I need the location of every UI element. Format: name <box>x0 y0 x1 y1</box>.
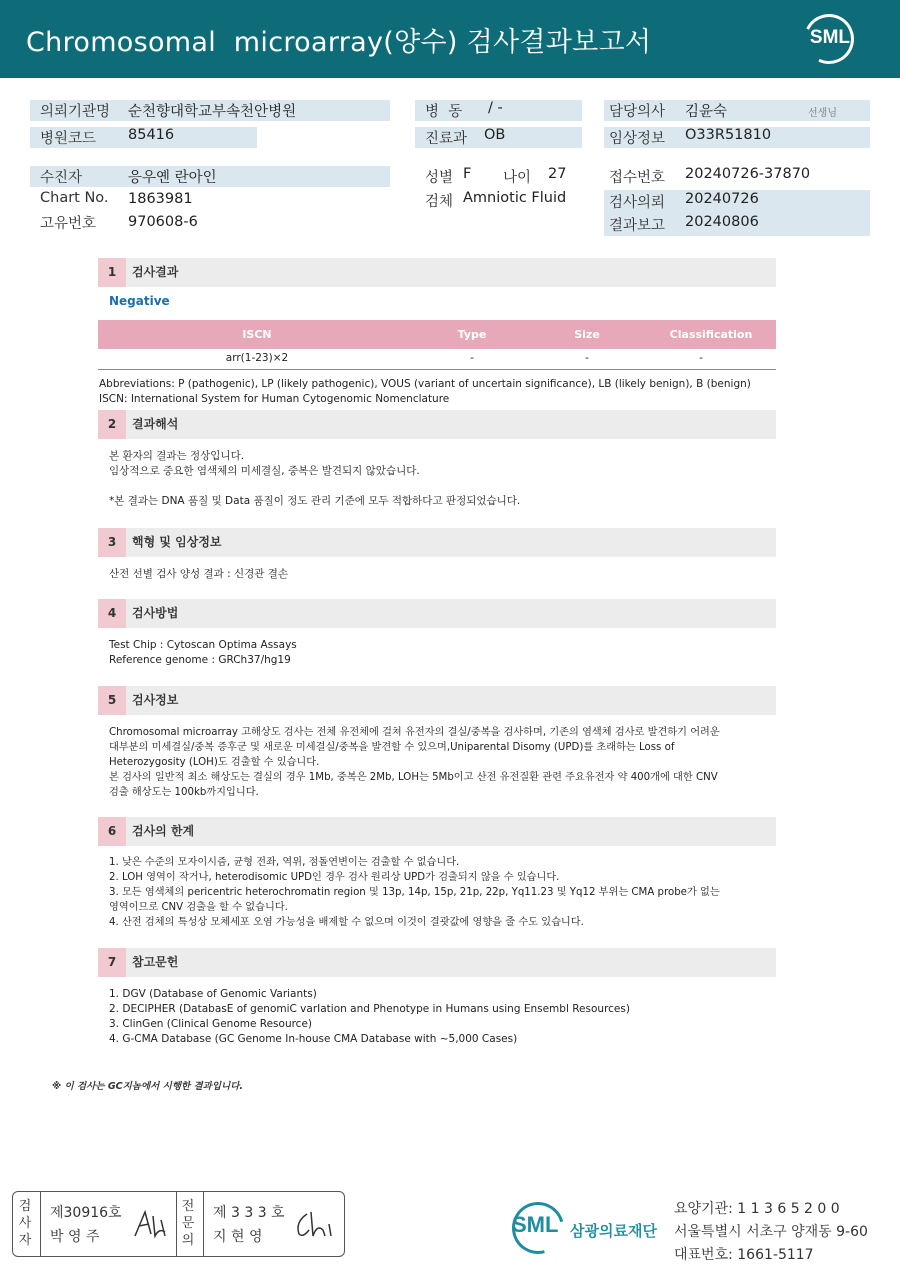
section-number: 1 <box>98 258 126 287</box>
paragraph-line: 2. LOH 영역이 작거나, heterodisomic UPD인 경우 검사 원리상 UPD가 검출되지 않을 수 있습니다. <box>109 872 560 883</box>
paragraph-line: Test Chip : Cytoscan Optima Assays <box>109 639 297 651</box>
dept-value: OB <box>484 127 506 143</box>
report-title: Chromosomal microarray(양수) 검사결과보고서 <box>26 27 652 58</box>
age-label: 나이 <box>503 170 532 186</box>
paragraph-line: Reference genome : GRCh37/hg19 <box>109 654 291 666</box>
method-text <box>109 638 297 668</box>
ward-label: 병 동 <box>425 104 463 120</box>
cell-iscn: arr(1-23)×2 <box>225 352 289 364</box>
report-label: 결과보고 <box>609 218 666 234</box>
examiner-number: 제30916호 <box>50 1205 122 1221</box>
section-number: 4 <box>98 599 126 628</box>
specialist-name: 지 현 영 <box>213 1229 263 1245</box>
request-label: 검사의뢰 <box>609 195 666 211</box>
section-title: 검사결과 <box>132 265 179 279</box>
cell-size: - <box>585 352 589 364</box>
karyotype-text <box>109 567 288 582</box>
specialist-signature <box>293 1206 337 1242</box>
abbrev-line: Abbreviations: P (pathogenic), LP (likely pathogenic), VOUS (variant of uncertain significance), LB (likely benign), B (benign) <box>99 378 751 390</box>
report-header <box>0 0 900 78</box>
result-table-header <box>98 320 776 349</box>
institution-value: 순천향대학교부속천안병원 <box>128 104 297 120</box>
paragraph-line: 산전 선별 검사 양성 결과 : 신경관 결손 <box>109 568 289 580</box>
paragraph-line: 4. 산전 검체의 특성상 모체세포 오염 가능성을 배제할 수 없으며 이것이 결괏값에 영향을 줄 수도 있습니다. <box>109 917 584 928</box>
doctor-label: 담당의사 <box>609 104 666 120</box>
paragraph-line: 임상적으로 중요한 염색체의 미세결실, 중복은 발견되지 않았습니다. <box>109 465 420 477</box>
dept-label: 진료과 <box>425 131 468 147</box>
id-label: 고유번호 <box>40 216 97 232</box>
divider <box>203 1192 204 1256</box>
section-number: 6 <box>98 817 126 846</box>
paragraph-line: 본 환자의 결과는 정상입니다. <box>109 450 245 462</box>
age-value: 27 <box>548 166 567 182</box>
receipt-value: 20240726-37870 <box>685 166 811 182</box>
id-value: 970608-6 <box>128 214 198 230</box>
section-number: 5 <box>98 686 126 715</box>
divider <box>40 1192 41 1256</box>
footer-phone: 대표번호: 1661-5117 <box>674 1247 814 1263</box>
specimen-label: 검체 <box>425 194 454 210</box>
paragraph-line: 1. 낮은 수준의 모자이시즘, 균형 전좌, 역위, 점돌연변이는 검출할 수 없습니다. <box>109 857 460 868</box>
examiner-label-text: 검사자 <box>18 1199 32 1248</box>
paragraph-line: Chromosomal microarray 고해상도 검사는 전체 유전체에 걸쳐 유전자의 결실/중복을 검사하며, 기존의 염색체 검사로 발견하기 어려운 <box>109 727 720 738</box>
section-title: 참고문헌 <box>132 955 179 969</box>
section-title: 결과해석 <box>132 417 179 431</box>
section-title: 검사정보 <box>132 693 179 707</box>
clinical-value: O33R51810 <box>685 127 772 143</box>
section-4-header <box>98 599 776 628</box>
patient-label: 수진자 <box>40 170 83 186</box>
receipt-label: 접수번호 <box>609 170 666 186</box>
hospital-code-value: 85416 <box>128 127 175 143</box>
specialist-label <box>180 1198 200 1249</box>
section-6-header <box>98 817 776 846</box>
cell-classification: - <box>699 352 703 364</box>
footer-address: 서울특별시 서초구 양재동 9-60 <box>674 1224 868 1240</box>
ward-value: / - <box>488 100 503 116</box>
abbreviations <box>99 377 751 407</box>
section-number: 2 <box>98 410 126 439</box>
chart-value: 1863981 <box>128 191 193 207</box>
reference-item: 4. G-CMA Database (GC Genome In-house CMA Database with ~5,000 Cases) <box>109 1033 518 1045</box>
sex-value: F <box>463 166 472 182</box>
section-3-header <box>98 528 776 557</box>
col-type: Type <box>457 328 487 341</box>
cell-type: - <box>470 352 474 364</box>
hospital-code-label: 병원코드 <box>40 131 97 147</box>
section-title: 핵형 및 임상정보 <box>132 535 222 549</box>
sml-logo-text: SML <box>809 27 850 48</box>
patient-value: 응우옌 란아인 <box>128 170 217 186</box>
paragraph-line: 영역이므로 CNV 검출을 할 수 없습니다. <box>109 902 288 913</box>
paragraph-line: 3. 모든 염색체의 pericentric heterochromatin region 및 13p, 14p, 15p, 21p, 22p, Yq11.23 및 Yq12 부위는 CMA probe가 없는 <box>109 887 720 898</box>
section-number: 3 <box>98 528 126 557</box>
specimen-value: Amniotic Fluid <box>463 190 567 206</box>
references-text <box>109 987 630 1047</box>
examiner-label <box>17 1198 37 1249</box>
section-1-header <box>98 258 776 287</box>
divider <box>176 1192 177 1256</box>
section-title: 검사방법 <box>132 606 179 620</box>
institution-label: 의뢰기관명 <box>40 104 111 120</box>
test-info-text <box>109 725 720 800</box>
section-5-header <box>98 686 776 715</box>
interpretation-text <box>109 449 520 509</box>
examiner-signature <box>131 1206 171 1242</box>
section-number: 7 <box>98 948 126 977</box>
result-status: Negative <box>109 294 170 308</box>
reference-item: 3. ClinGen (Clinical Genome Resource) <box>109 1018 313 1030</box>
paragraph-line: 대부분의 미세결실/중복 증후군 및 새로운 미세결실/중복을 발견할 수 있으며,Uniparental Disomy (UPD)를 초래하는 Loss of <box>109 742 675 753</box>
paragraph-line: 본 검사의 일반적 최소 해상도는 결실의 경우 1Mb, 중복은 2Mb, LOH는 5Mb이고 산전 유전질환 관련 주요유전자 약 400개에 대한 CNV <box>109 772 718 783</box>
reference-item: 2. DECIPHER (DatabasE of genomiC varIation and Phenotype in Humans using Ensembl Resources) <box>109 1003 630 1015</box>
examiner-name: 박 영 주 <box>50 1229 100 1245</box>
section-7-header <box>98 948 776 977</box>
sex-label: 성별 <box>425 170 454 186</box>
col-size: Size <box>574 328 600 341</box>
section-title: 검사의 한계 <box>132 824 195 838</box>
footer-logo-text: SML <box>512 1212 559 1237</box>
reference-item: 1. DGV (Database of Genomic Variants) <box>109 988 317 1000</box>
footer-code: 요양기관: 1 1 3 6 5 2 0 0 <box>674 1201 840 1217</box>
doctor-value: 김윤숙 <box>685 104 728 120</box>
limits-text <box>109 855 720 930</box>
chart-label: Chart No. <box>40 190 109 206</box>
footer-org-name: 삼광의료재단 <box>570 1222 657 1240</box>
paragraph-line: Heterozygosity (LOH)도 검출할 수 있습니다. <box>109 757 320 768</box>
request-value: 20240726 <box>685 191 759 207</box>
signature-box <box>12 1191 345 1257</box>
abbrev-line: ISCN: International System for Human Cytogenomic Nomenclature <box>99 393 450 405</box>
col-iscn: ISCN <box>242 328 272 341</box>
doctor-suffix: 선생님 <box>808 108 837 119</box>
report-value: 20240806 <box>685 214 759 230</box>
paragraph-line: 검출 해상도는 100kb까지입니다. <box>109 787 259 798</box>
footnote: ※ 이 검사는 GC지놈에서 시행한 결과입니다. <box>52 1081 243 1092</box>
clinical-label: 임상정보 <box>609 131 666 147</box>
specialist-number: 제 3 3 3 호 <box>213 1205 285 1221</box>
section-2-header <box>98 410 776 439</box>
specialist-label-text: 전문의 <box>181 1199 195 1248</box>
paragraph-line: *본 결과는 DNA 품질 및 Data 품질이 정도 관리 기준에 모두 적합하다고 판정되었습니다. <box>109 495 521 507</box>
col-classification: Classification <box>669 328 753 341</box>
table-divider <box>98 369 776 370</box>
